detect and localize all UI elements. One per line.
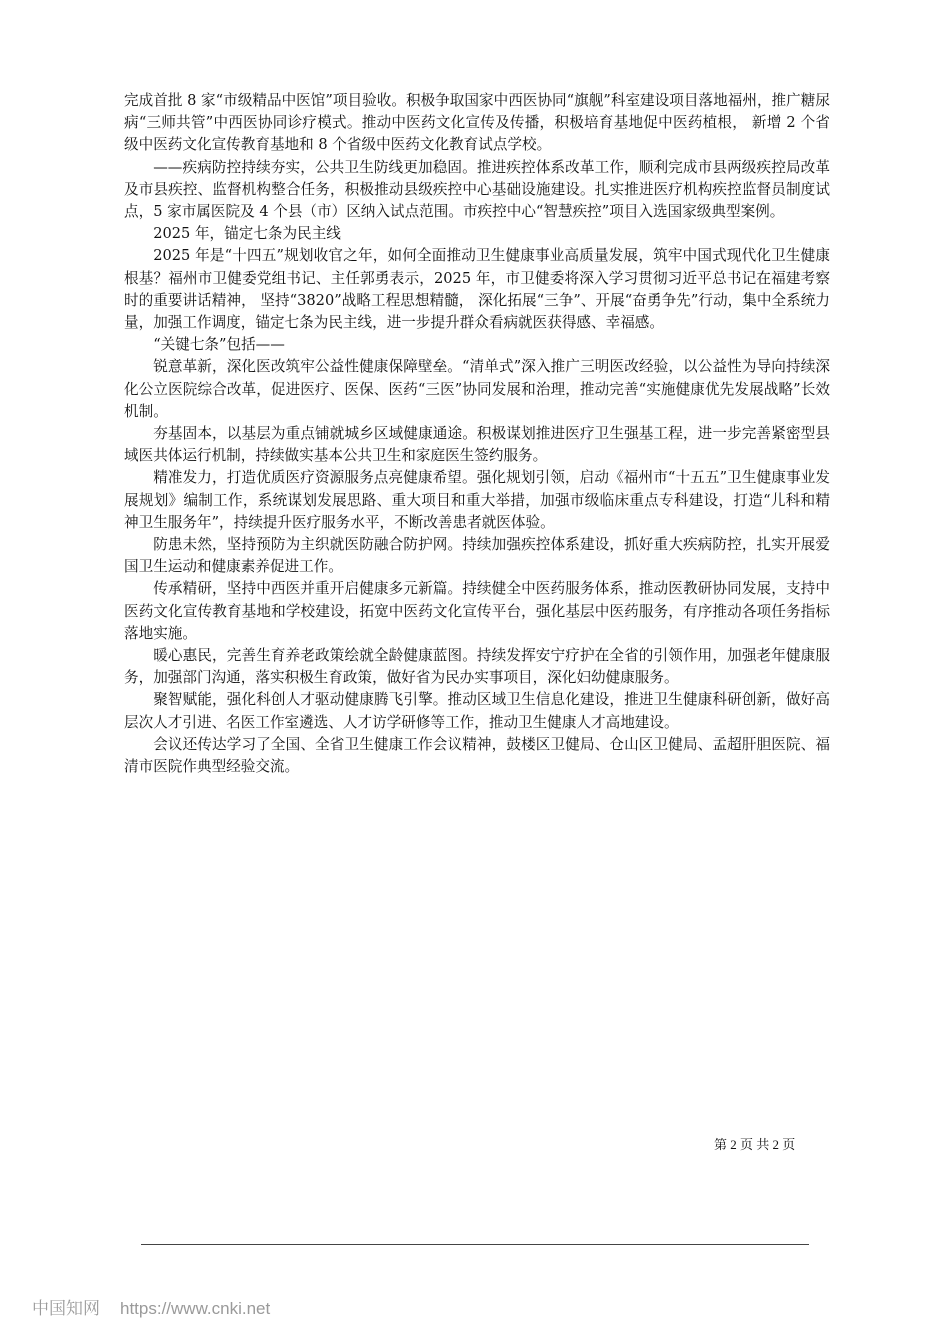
paragraph: 传承精研，坚持中西医并重开启健康多元新篇。持续健全中医药服务体系，推动医教研协同发展，支持中医药文化宣传教育基地和学校建设，拓宽中医药文化宣传平台，强化基层中医药服务，有序推动各项任务指标落地实施。 [124, 580, 830, 642]
section-heading: 2025 年，锚定七条为民主线 [153, 225, 341, 243]
paragraph: ——疾病防控持续夯实，公共卫生防线更加稳固。推进疾控体系改革工作，顺利完成市县两级疾控局改革及市县疾控、监督机构整合任务，积极推动县级疾控中心基础设施建设。扎实推进医疗机构疾控监督员制度试点，5 家市属医院及 4 个县（市）区纳入试点范围。市疾控中心“智慧疾控”项目入选国家级典型案例。 [124, 158, 830, 221]
paragraph: 2025 年是“十四五”规划收官之年，如何全面推动卫生健康事业高质量发展，筑牢中国式现代化卫生健康根基？福州市卫健委党组书记、主任郭勇表示，2025 年，市卫健委将深入学习贯彻习近平总书记在福建考察时的重要讲话精神， 坚持“3820”战略工程思想精髓， 深化拓展“三争”、开展“奋勇争先”行动，集中全系统力量，加强工作调度，锚定七条为民主线，进一步提升群众看病就医获得感、幸福感。 [124, 247, 830, 332]
footer-divider [141, 1244, 809, 1245]
watermark-url: https://www.cnki.net [120, 1299, 271, 1318]
paragraph: 锐意革新，深化医改筑牢公益性健康保障壁垒。“清单式”深入推广三明医改经验，以公益性为导向持续深化公立医院综合改革，促进医疗、医保、医药“三医”协同发展和治理，推动完善“实施健康优先发展战略”长效机制。 [124, 358, 830, 420]
paragraph: 完成首批 8 家“市级精品中医馆”项目验收。积极争取国家中西医协同“旗舰”科室建设项目落地福州，推广糖尿病“三师共管”中西医协同诊疗模式。推动中医药文化宣传及传播，积极培育基地促中医药植根， 新增 2 个省级中医药文化宣传教育基地和 8 个省级中医药文化教育试点学校。 [124, 92, 830, 154]
watermark-brand: 中国知网 [32, 1299, 100, 1318]
page-number: 第 2 页 共 2 页 [714, 1137, 796, 1152]
paragraph: 暖心惠民，完善生育养老政策绘就全龄健康蓝图。持续发挥安宁疗护在全省的引领作用，加强老年健康服务，加强部门沟通，落实积极生育政策，做好省为民办实事项目，深化妇幼健康服务。 [124, 647, 830, 687]
paragraph: 会议还传达学习了全国、全省卫生健康工作会议精神，鼓楼区卫健局、仓山区卫健局、孟超肝胆医院、福清市医院作典型经验交流。 [124, 735, 830, 776]
paragraph: 聚智赋能，强化科创人才驱动健康腾飞引擎。推动区域卫生信息化建设，推进卫生健康科研创新，做好高层次人才引进、名医工作室遴选、人才访学研修等工作，推动卫生健康人才高地建设。 [124, 691, 830, 731]
paragraph: 防患未然，坚持预防为主织就医防融合防护网。持续加强疾控体系建设，抓好重大疾病防控，扎实开展爱国卫生运动和健康素养促进工作。 [124, 536, 830, 576]
article-body [124, 90, 830, 778]
paragraph: “关键七条”包括—— [153, 336, 285, 354]
paragraph: 精准发力，打造优质医疗资源服务点亮健康希望。强化规划引领，启动《福州市“十五五”卫生健康事业发展规划》编制工作，系统谋划发展思路、重大项目和重大举措，加强市级临床重点专科建设，打造“儿科和精神卫生服务年”，持续提升医疗服务水平，不断改善患者就医体验。 [124, 469, 830, 531]
cnki-watermark [32, 1294, 270, 1319]
paragraph: 夯基固本，以基层为重点铺就城乡区域健康通途。积极谋划推进医疗卫生强基工程，进一步完善紧密型县域医共体运行机制，持续做实基本公共卫生和家庭医生签约服务。 [124, 425, 830, 465]
